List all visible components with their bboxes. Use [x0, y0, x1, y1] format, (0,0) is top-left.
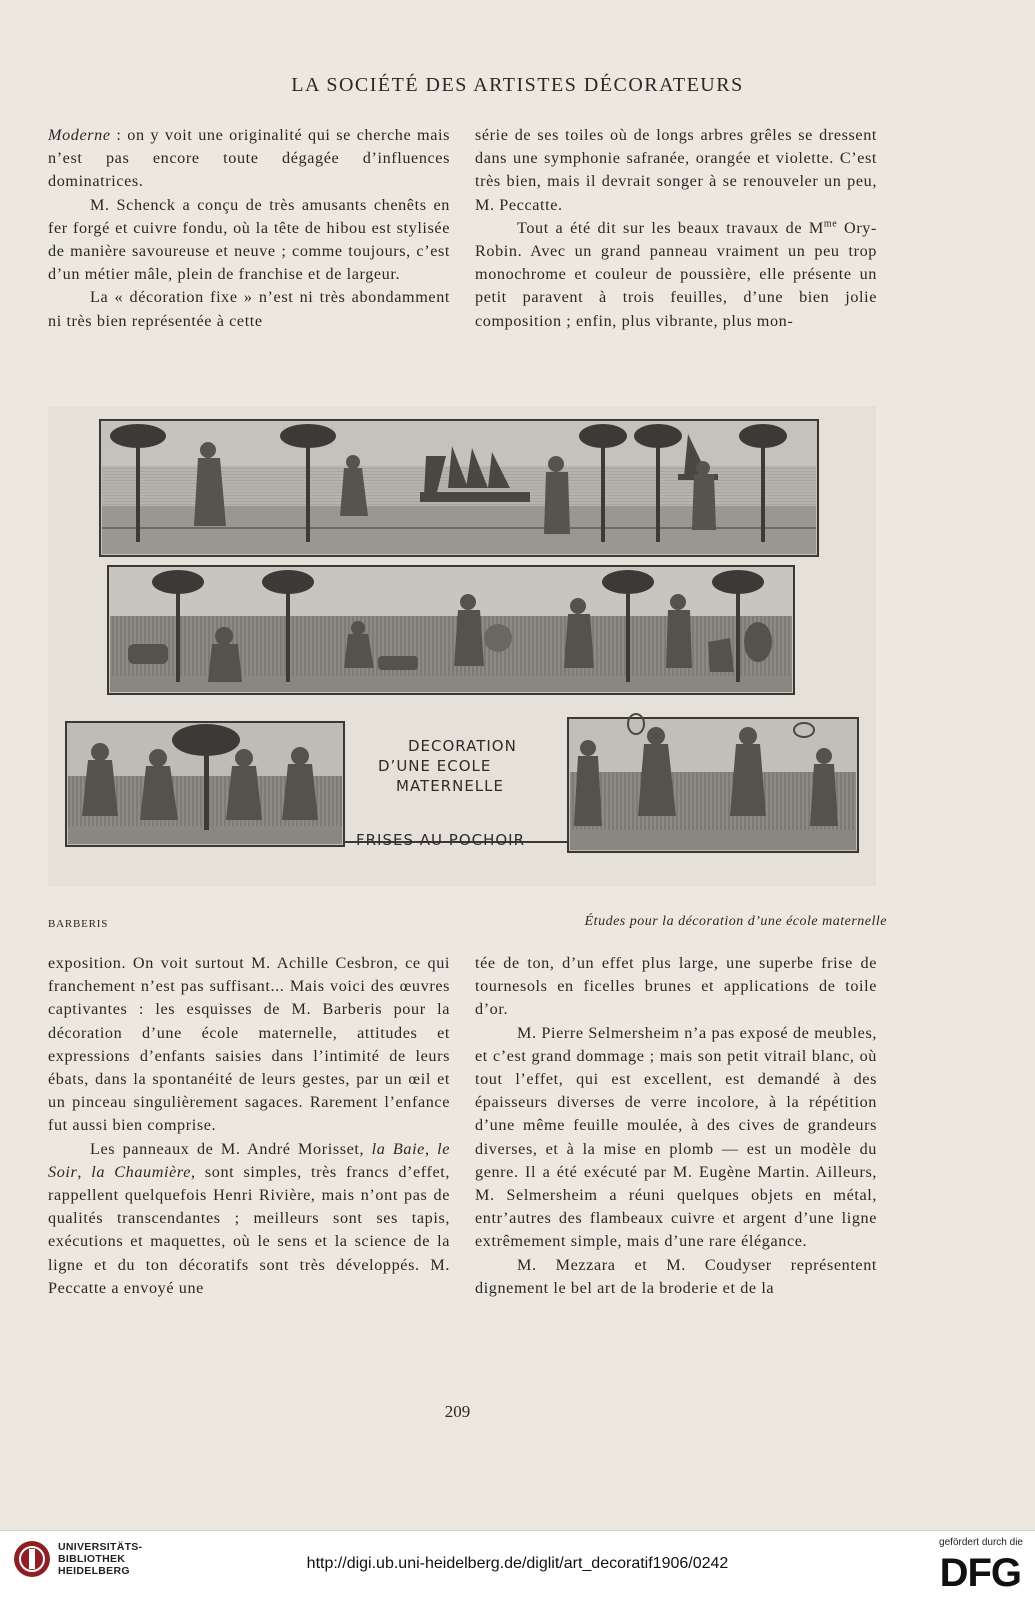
- caption-line: DECORATION: [408, 737, 517, 755]
- library-line: UNIVERSITÄTS-: [58, 1541, 143, 1553]
- frieze-illustrations: [48, 406, 876, 886]
- library-line: HEIDELBERG: [58, 1565, 130, 1577]
- caption-line: FRISES AU POCHOIR: [356, 831, 526, 849]
- bottom-right-column: [475, 952, 877, 1300]
- paragraph: Moderne : on y voit une originalité qui se cherche mais n’est pas encore toute dégagée d’influences dominatrices.: [48, 126, 450, 191]
- plate-title: Études pour la décoration d’une école maternelle: [584, 914, 887, 929]
- paragraph: M. Schenck a conçu de très amusants chenêts en fer forgé et cuivre fondu, où la tête de hibou est stylisée de manière savoureuse et neuve ; comme toujours, c’est d’un métier mâle, plein de franchise et de largeur.: [48, 195, 450, 284]
- paragraph: Les panneaux de M. André Morisset, la Baie, le Soir, la Chaumière, sont simples, très francs d’effet, rappellent quelquefois Henri Rivière, mais n’ont pas de qualités transcendantes ; meilleurs sont ses tapis, exécutions et maquettes, où le sens et la science de la ligne et du ton décoratifs sont très développés. M. Peccatte a envoyé une: [48, 1139, 451, 1297]
- library-line: BIBLIOTHEK: [58, 1553, 126, 1565]
- paragraph: exposition. On voit surtout M. Achille Cesbron, ce qui franchement n’est pas suffisant... Mais voici des œuvres captivantes : les esquisses de M. Barberis pour la décoration d’une école maternelle, attitudes et expressions d’enfants saisies dans l’intimité de leurs ébats, dans la spontanéité de leurs gestes, par un œil et un pinceau singulièrement sagaces. Rarement l’enfance fut aussi bien comprise.: [48, 954, 450, 1135]
- top-left-column: [48, 124, 450, 333]
- frieze-seaside: [100, 420, 818, 556]
- artist-credit: BARBERIS: [48, 918, 109, 930]
- viewer-footer: [0, 1530, 1035, 1605]
- paragraph: M. Pierre Selmersheim n’a pas exposé de meubles, et c’est grand dommage ; mais son petit vitrail blanc, où tout l’effet, qui est excellent, est demandé à des épaisseurs diverses de verre incolore, à la répétition d’une même feuille moulée, à des cives de grandeurs diverses, et à la mise en plomb — est un modèle du genre. Il a été exécuté par M. Eugène Martin. Ailleurs, M. Selmersheim a réuni quelques objets en métal, entr’autres des flambeaux cuivre et argent d’une ligne extrêmement simple, mais d’une rare élégance.: [475, 1023, 877, 1251]
- paragraph: Tout a été dit sur les beaux travaux de $M^{me}$ Ory-Robin. Avec un grand panneau vraiment un peu trop monochrome et couleur de poussière, elle présente un petit paravent à trois feuilles, d’une bien jolie composition ; enfin, plus vibrante, plus mon-: [475, 218, 877, 330]
- illustration-plate: [48, 406, 876, 886]
- page-number: 209: [444, 1402, 471, 1421]
- running-head: LA SOCIÉTÉ DES ARTISTES DÉCORATEURS: [291, 74, 744, 96]
- funding-note: gefördert durch die: [939, 1537, 1023, 1548]
- caption-line: MATERNELLE: [396, 777, 504, 795]
- paragraph: La « décoration fixe » n’est ni très abondamment ni très bien représentée à cette: [48, 288, 450, 330]
- paragraph: tée de ton, d’un effet plus large, une superbe frise de tournesols en ficelles brunes et applications de toile d’or.: [475, 954, 877, 1019]
- top-right-column: [475, 124, 877, 333]
- bottom-left-column: [48, 952, 450, 1300]
- permalink-url[interactable]: http://digi.ub.uni-heidelberg.de/diglit/art_decoratif1906/0242: [306, 1555, 729, 1572]
- paragraph: M. Mezzara et M. Coudyser représentent dignement le bel art de la broderie et de la: [475, 1255, 877, 1297]
- caption-line: D’UNE ECOLE: [378, 757, 492, 775]
- frieze-tennis: [568, 714, 858, 852]
- frieze-garden: [108, 566, 794, 694]
- dfg-logo: DFG: [939, 1551, 1021, 1595]
- frieze-dance: [66, 722, 344, 846]
- paragraph: série de ses toiles où de longs arbres grêles se dressent dans une symphonie safranée, orangée et violette. C’est très bien, mais il devrait songer à se renouveler un peu, M. Peccatte.: [475, 126, 877, 214]
